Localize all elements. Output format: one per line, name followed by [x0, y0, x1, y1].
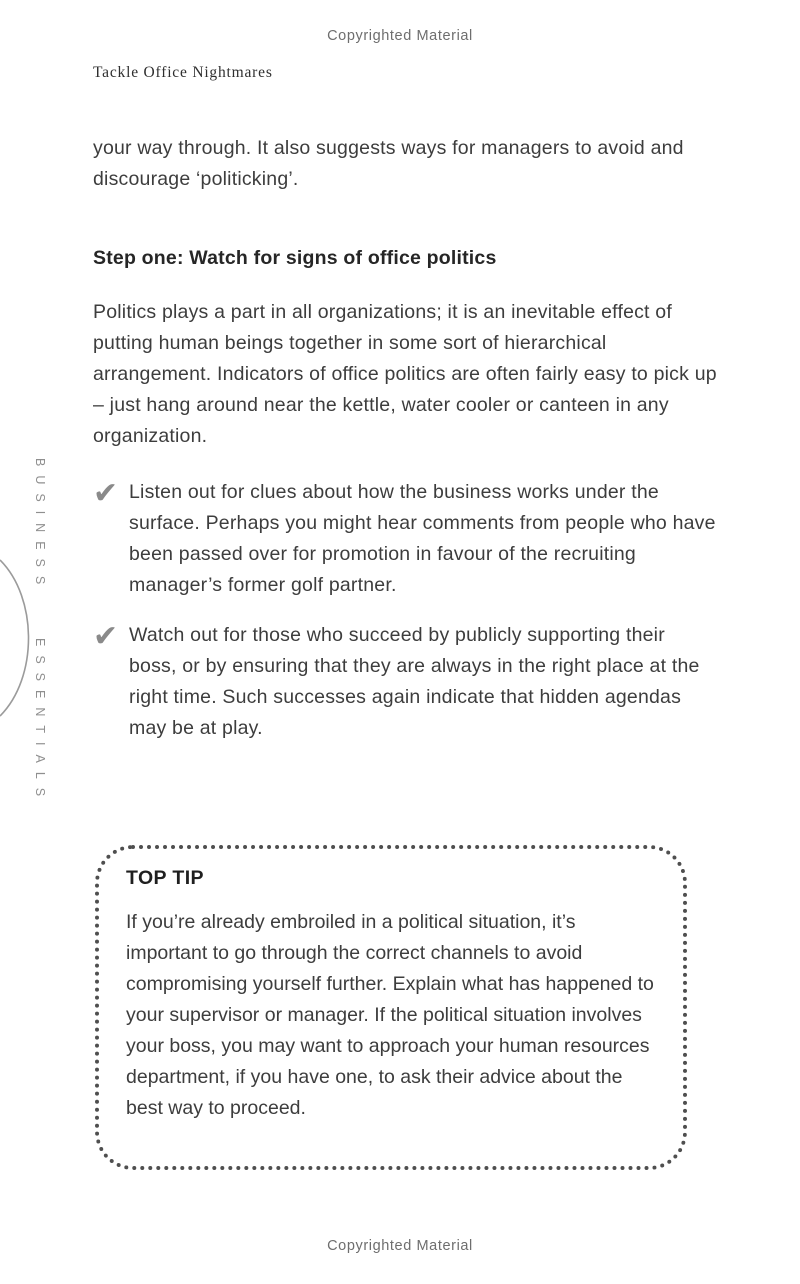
checkmark-icon: ✔ [93, 620, 119, 653]
spine-text-essentials: ESSENTIALS [33, 638, 47, 806]
page-body [93, 133, 717, 763]
bullet-text: Watch out for those who succeed by publicly supporting their boss, or by ensuring that they are always in the right place at the right time. Such successes again indicate that hidden agendas may be at play. [129, 624, 700, 739]
top-tip-box [95, 845, 687, 1170]
intro-paragraph: your way through. It also suggests ways for managers to avoid and discourage ‘politicking’. [93, 137, 684, 190]
body-paragraph: Politics plays a part in all organizations; it is an inevitable effect of putting human beings together in some sort of hierarchical arrangement. Indicators of office politics are often fairly easy to pick up – just hang around near the kettle, water cooler or canteen in any organization. [93, 301, 717, 447]
copyright-notice-bottom: Copyrighted Material [327, 1238, 473, 1254]
bullet-item [93, 620, 717, 744]
spine-arc-decoration [0, 556, 34, 720]
tip-title: TOP TIP [126, 867, 204, 889]
checkmark-icon: ✔ [93, 477, 119, 510]
section-heading: Step one: Watch for signs of office politics [93, 247, 497, 269]
copyright-notice-top: Copyrighted Material [327, 28, 473, 44]
running-header: Tackle Office Nightmares [93, 64, 273, 81]
bullet-text: Listen out for clues about how the business works under the surface. Perhaps you might hear comments from people who have been passed over for promotion in favour of the recruiting manager’s former golf partner. [129, 481, 716, 596]
tip-body: If you’re already embroiled in a political situation, it’s important to go through the correct channels to avoid compromising yourself further. Explain what has happened to your supervisor or manager. If the political situation involves your boss, you may want to approach your human resources department, if you have one, to ask their advice about the best way to proceed. [126, 911, 654, 1119]
bullet-item [93, 477, 717, 601]
spine-text-business: BUSINESS [33, 458, 47, 594]
